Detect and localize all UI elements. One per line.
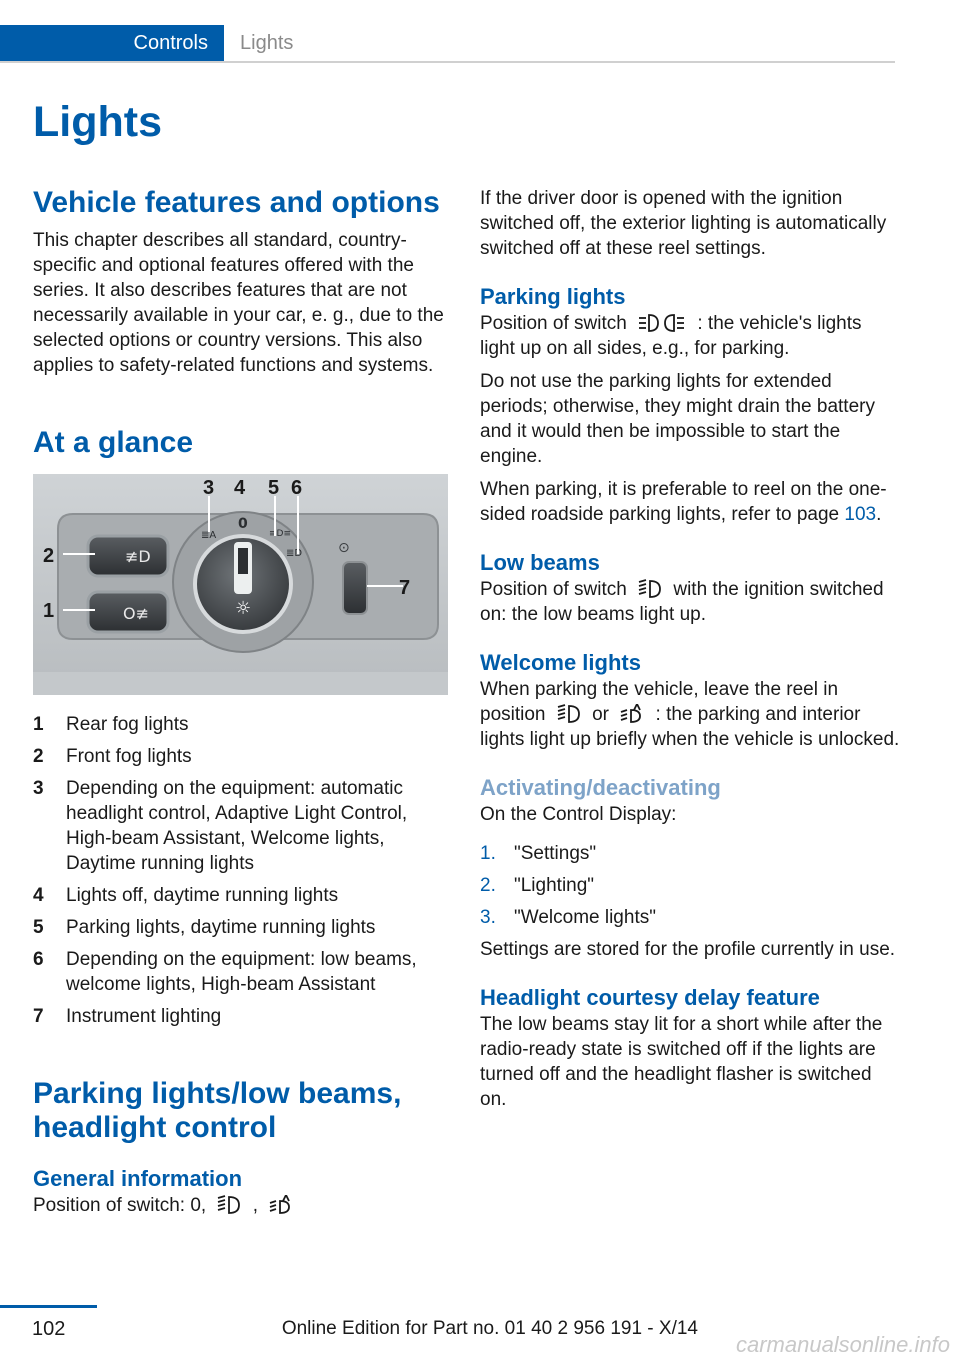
watermark: carmanualsonline.info [735, 1332, 950, 1357]
tab-lights[interactable] [240, 25, 293, 61]
legend-item: 3 Depending on the equipment: automatic headlight control, Adaptive Light Control, High-beam Assistant, Welcome lights, Daytime running lights [33, 778, 408, 874]
instrument-light-icon: ⊙ [338, 540, 350, 556]
light-switch-figure [33, 474, 448, 695]
instrument-lighting-wheel[interactable] [343, 562, 367, 614]
page-number: 102 [32, 1318, 66, 1340]
page-header [0, 25, 895, 63]
welcome-lights-text: When parking the vehicle, leave the reel in position or : the parking and interior lights light up briefly when the vehicle is unlocked. [480, 679, 900, 750]
knob-indicator [238, 548, 248, 574]
tab-controls[interactable] [0, 25, 224, 61]
parking-text-1: Position of switch : the vehicle's lights light up on all sides, e.g., for parking. [480, 313, 862, 359]
activating-text: On the Control Display: [480, 804, 677, 825]
legend-item: 1 Rear fog lights [33, 714, 189, 735]
callout-1: 1 [43, 600, 55, 622]
dial-parking-icon: ≡D≡ [269, 529, 292, 539]
page-link-103[interactable]: 103 [844, 504, 877, 525]
dial-light-icon: ☼ [235, 598, 252, 619]
tab-controls-label: Controls [133, 31, 208, 54]
low-beams-text: Position of switch with the ignition switched on: the low beams light up. [480, 579, 884, 625]
page-title: Lights [33, 98, 162, 146]
list-item: 1. "Settings" [480, 843, 597, 864]
auto-headlight-icon [269, 1195, 293, 1215]
tab-lights-label: Lights [240, 32, 294, 54]
courtesy-delay-text: The low beams stay lit for a short while after the radio-ready state is switched off if the lights are turned off and the headlight flasher is switched on. [480, 1014, 883, 1110]
callout-3: 3 [203, 477, 215, 499]
legend-item: 6 Depending on the equipment: low beams, welcome lights, High-beam Assistant [33, 949, 417, 995]
glance-heading: At a glance [33, 426, 194, 459]
parking-lowbeam-heading: Parking lights/low beams, headlight control [33, 1077, 402, 1144]
callout-6: 6 [291, 477, 303, 499]
lowbeam-icon [638, 579, 662, 599]
activating-heading: Activating/deactivating [480, 775, 721, 800]
settings-note: Settings are stored for the profile currently in use. [480, 939, 896, 960]
general-info-text: Position of switch: 0, , [33, 1193, 448, 1218]
auto-headlight-icon [620, 704, 644, 724]
parking-text-2: Do not use the parking lights for extended periods; otherwise, they might drain the battery and it would then be impossible to start the engine. [480, 371, 875, 467]
lowbeam-icon [557, 704, 581, 724]
right-column [480, 186, 900, 1112]
legend-item: 7 Instrument lighting [33, 1006, 222, 1027]
legend-item: 5 Parking lights, daytime running lights [33, 917, 376, 938]
lowbeam-icon [217, 1195, 241, 1215]
dial-lowbeam-icon: ≣D [286, 548, 303, 559]
intro-text: If the driver door is opened with the ignition switched off, the exterior lighting is automatically switched off at these reel settings. [480, 188, 887, 259]
legend-item: 2 Front fog lights [33, 746, 192, 767]
callout-4: 4 [234, 477, 246, 499]
welcome-lights-heading: Welcome lights [480, 650, 641, 675]
callout-7: 7 [399, 577, 411, 599]
dial-auto-icon: ≣A [201, 530, 217, 541]
general-info-heading: General information [33, 1166, 243, 1191]
callout-5: 5 [268, 477, 280, 499]
low-beams-heading: Low beams [480, 550, 600, 575]
front-fog-icon: ≢D [125, 547, 151, 566]
footer-accent-line [0, 1305, 97, 1308]
parking-lights-heading: Parking lights [480, 284, 626, 309]
features-heading: Vehicle features and options [33, 186, 440, 219]
list-item: 2. "Lighting" [480, 875, 595, 896]
rear-fog-icon: O≢ [123, 604, 149, 623]
steps-list [480, 841, 900, 930]
left-column [33, 186, 448, 1218]
parking-text-3: When parking, it is preferable to reel on the one-sided roadside parking lights, refer to page 103. [480, 479, 887, 525]
list-item: 3. "Welcome lights" [480, 907, 656, 928]
figure-floor [33, 672, 448, 695]
legend-item: 4 Lights off, daytime running lights [33, 885, 339, 906]
edition-info: Online Edition for Part no. 01 40 2 956 191 - X/14 [281, 1318, 698, 1339]
dial-zero-mark: 0 [238, 516, 248, 532]
features-text: This chapter describes all standard, country-specific and optional features offered with the series. It also describes features that are not necessarily available in your car, e. g., due to the selected options or country versions. This also applies to safety-related functions and systems. [33, 230, 444, 376]
courtesy-delay-heading: Headlight courtesy delay feature [480, 985, 820, 1010]
figure-legend [33, 712, 448, 1029]
callout-2: 2 [43, 545, 55, 567]
parking-lights-icon [638, 313, 686, 333]
